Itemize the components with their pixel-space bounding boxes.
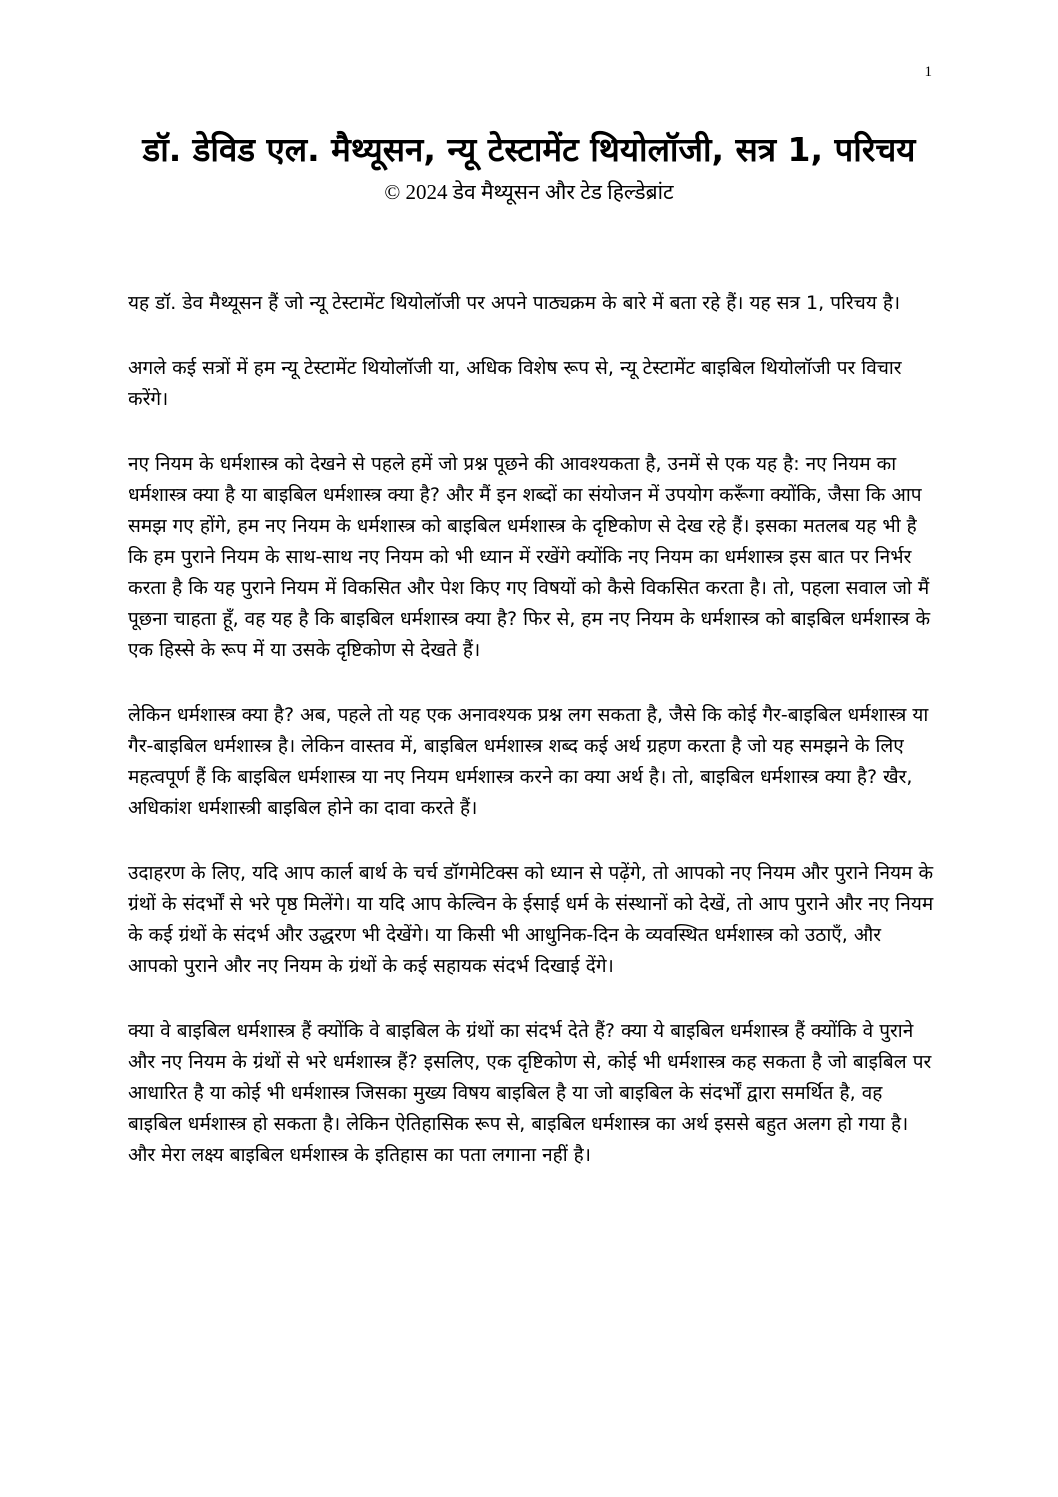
copyright-line: © 2024 डेव मैथ्यूसन और टेड हिल्डेब्रांट bbox=[384, 180, 674, 204]
document-title: डॉ. डेविड एल. मैथ्यूसन, न्यू टेस्टामेंट थियोलॉजी, सत्र 1, परिचय bbox=[142, 130, 916, 169]
paragraph: लेकिन धर्मशास्त्र क्या है? अब, पहले तो यह एक अनावश्यक प्रश्न लग सकता है, जैसे कि कोई गैर-बाइबिल धर्मशास्त्र या गैर-बाइबिल धर्मशास्त्र है। लेकिन वास्तव में, बाइबिल धर्मशास्त्र शब्द कई अर्थ ग्रहण करता है जो यह समझने के लिए महत्वपूर्ण हैं कि बाइबिल धर्मशास्त्र या नए नियम धर्मशास्त्र करने का क्या अर्थ है। तो, बाइबिल धर्मशास्त्र क्या है? खैर, अधिकांश धर्मशास्त्री बाइबिल होने का दावा करते हैं। bbox=[128, 704, 929, 819]
paragraph: अगले कई सत्रों में हम न्यू टेस्टामेंट थियोलॉजी या, अधिक विशेष रूप से, न्यू टेस्टामेंट बाइबिल थियोलॉजी पर विचार करेंगे। bbox=[128, 357, 902, 410]
paragraph: यह डॉ. डेव मैथ्यूसन हैं जो न्यू टेस्टामेंट थियोलॉजी पर अपने पाठ्यक्रम के बारे में बता रहे हैं। यह सत्र 1, परिचय है। bbox=[128, 292, 901, 314]
page-number: 1 bbox=[924, 64, 932, 80]
paragraph: उदाहरण के लिए, यदि आप कार्ल बार्थ के चर्च डॉगमेटिक्स को ध्यान से पढ़ेंगे, तो आपको नए नियम और पुराने नियम के ग्रंथों के संदर्भों से भरे पृष्ठ मिलेंगे। या यदि आप केल्विन के ईसाई धर्म के संस्थानों को देखें, तो आप पुराने और नए नियम के कई ग्रंथों के संदर्भ और उद्धरण भी देखेंगे। या किसी भी आधुनिक-दिन के व्यवस्थित धर्मशास्त्र को उठाएँ, और आपको पुराने और नए नियम के ग्रंथों के कई सहायक संदर्भ दिखाई देंगे। bbox=[128, 862, 934, 977]
document-body bbox=[128, 288, 936, 1205]
title-block bbox=[100, 126, 958, 206]
paragraph: क्या वे बाइबिल धर्मशास्त्र हैं क्योंकि वे बाइबिल के ग्रंथों का संदर्भ देते हैं? क्या ये बाइबिल धर्मशास्त्र हैं क्योंकि वे पुराने और नए नियम के ग्रंथों से भरे धर्मशास्त्र हैं? इसलिए, एक दृष्टिकोण से, कोई भी धर्मशास्त्र कह सकता है जो बाइबिल पर आधारित है या कोई भी धर्मशास्त्र जिसका मुख्य विषय बाइबिल है या जो बाइबिल के संदर्भों द्वारा समर्थित है, वह बाइबिल धर्मशास्त्र हो सकता है। लेकिन ऐतिहासिक रूप से, बाइबिल धर्मशास्त्र का अर्थ इससे बहुत अलग हो गया है। और मेरा लक्ष्य बाइबिल धर्मशास्त्र के इतिहास का पता लगाना नहीं है। bbox=[128, 1020, 932, 1166]
paragraph: नए नियम के धर्मशास्त्र को देखने से पहले हमें जो प्रश्न पूछने की आवश्यकता है, उनमें से एक यह है: नए नियम का धर्मशास्त्र क्या है या बाइबिल धर्मशास्त्र क्या है? और मैं इन शब्दों का संयोजन में उपयोग करूँगा क्योंकि, जैसा कि आप समझ गए होंगे, हम नए नियम के धर्मशास्त्र को बाइबिल धर्मशास्त्र के दृष्टिकोण से देख रहे हैं। इसका मतलब यह भी है कि हम पुराने नियम के साथ-साथ नए नियम को भी ध्यान में रखेंगे क्योंकि नए नियम का धर्मशास्त्र इस बात पर निर्भर करता है कि यह पुराने नियम में विकसित और पेश किए गए विषयों को कैसे विकसित करता है। तो, पहला सवाल जो मैं पूछना चाहता हूँ, वह यह है कि बाइबिल धर्मशास्त्र क्या है? फिर से, हम नए नियम के धर्मशास्त्र को बाइबिल धर्मशास्त्र के एक हिस्से के रूप में या उसके दृष्टिकोण से देखते हैं। bbox=[128, 453, 931, 661]
